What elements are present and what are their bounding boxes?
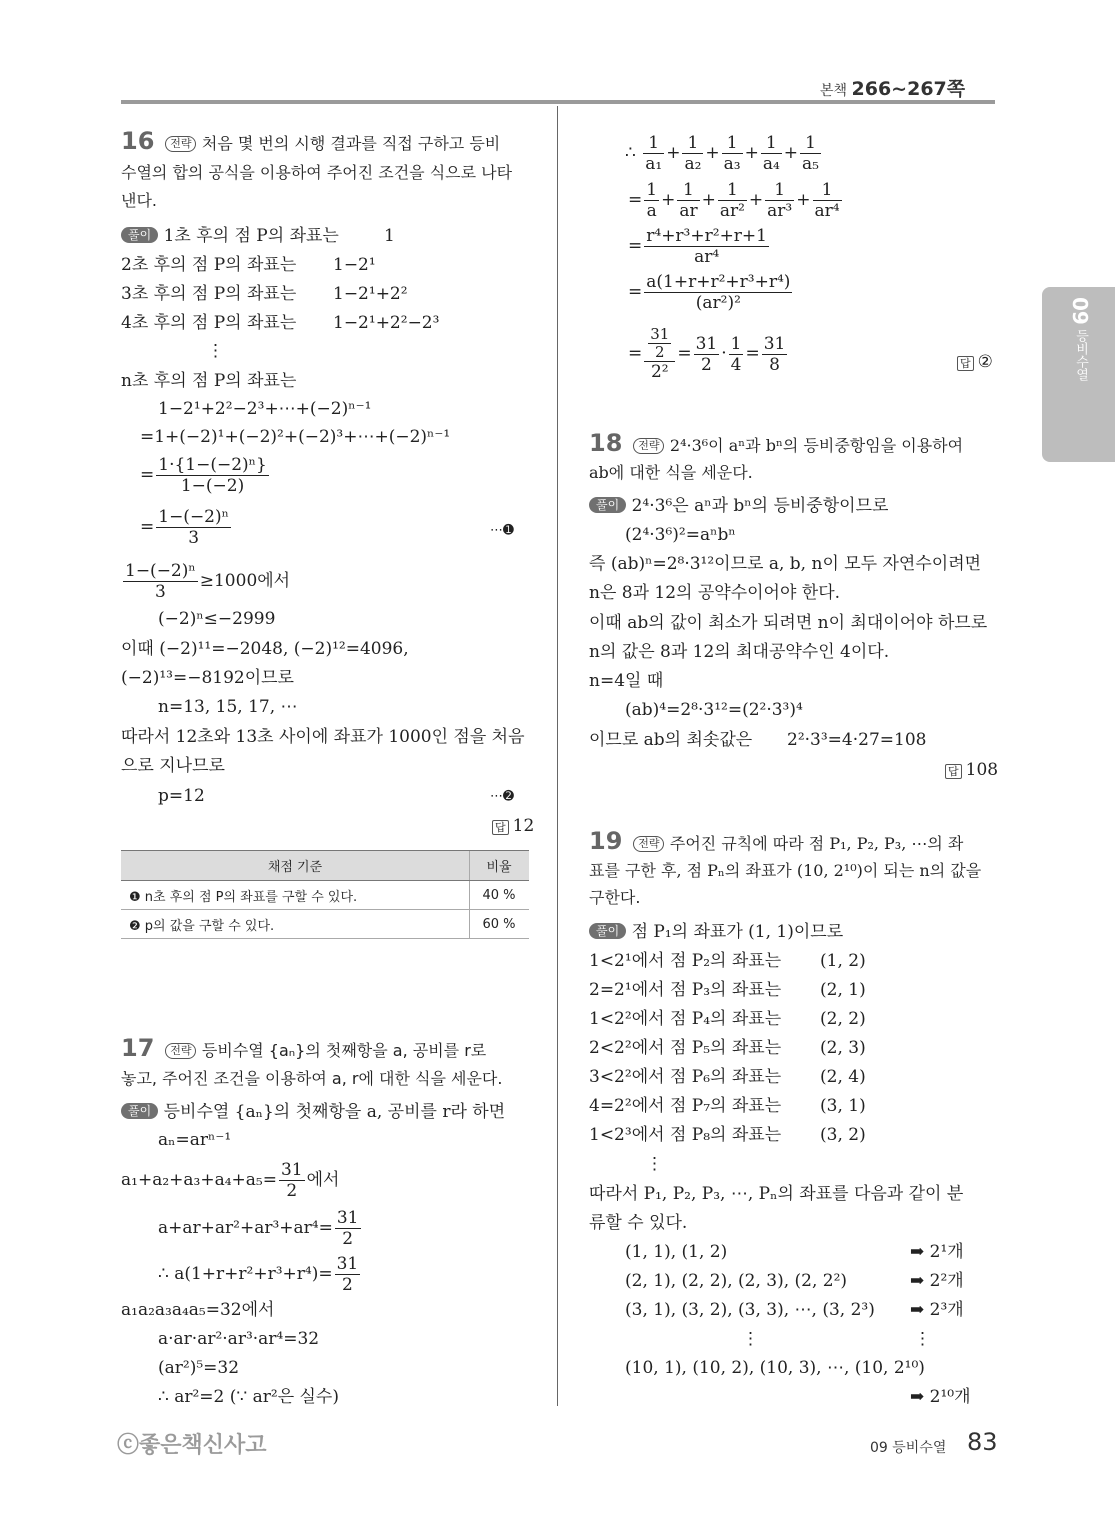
p16-row1 — [121, 225, 339, 247]
p19-strategy-badge: 전략 — [633, 836, 664, 852]
p16-n-line: n초 후의 점 P의 좌표는 — [121, 371, 297, 391]
grading-ratio: 60 % — [470, 910, 530, 939]
p18-line6: n의 값은 8과 12의 최대공약수인 4이다. — [589, 642, 890, 662]
p19-row-label: 1<2²에서 점 P₄의 좌표는 — [589, 1009, 782, 1029]
p19-group-coords: (2, 1), (2, 2), (2, 3), (2, 2²) — [625, 1271, 848, 1291]
p19-row-label: 2<2²에서 점 P₅의 좌표는 — [589, 1038, 782, 1058]
p16-inequality: $\frac{\text{1−(−2)ⁿ}}{3}$ ≥1000에서 — [125, 561, 291, 602]
p19-group-count: ➡ 2³개 — [910, 1300, 964, 1320]
p17c-row1: ∴ $\frac{1}{\text{a₁}}$ + $\frac{1}{\text{a₂}}$ + $\frac{1}{\text{a₃}}$ + $\frac{1}{\text{a₄}}$ + $\frac{1}{\text{a₅}}$ — [625, 133, 819, 174]
fraction: $\frac{1}{\text{a₄}}$ — [762, 133, 780, 174]
p19-row-label: 1<2¹에서 점 P₂의 좌표는 — [589, 951, 782, 971]
table-row — [121, 881, 529, 910]
table-row — [121, 910, 529, 939]
grading-ratio: 40 % — [470, 881, 530, 910]
fraction: $\frac{1}{ar}$ — [679, 180, 698, 221]
p19-strategy-text1: 주어진 규칙에 따라 점 P₁, P₂, P₃, ⋯의 좌 — [669, 834, 964, 853]
answer-badge: 답 — [957, 356, 974, 371]
p17c-row2: = $\frac{1}{a}$ + $\frac{1}{ar}$ + $\frac{1}{\text{ar²}}$ + $\frac{1}{\text{ar³}}$ + $\frac{1}{\text{ar⁴}}$ — [628, 180, 840, 221]
page-number: 83 — [967, 1428, 998, 1456]
chapter-side-tab — [1042, 287, 1115, 462]
p17-strategy-line1 — [121, 1034, 487, 1062]
p19-solution-badge: 풀이 — [589, 923, 626, 939]
p16-line5: 으로 지나므로 — [121, 756, 225, 776]
p16-strategy-badge: 전략 — [165, 136, 196, 152]
p17-line5: ∴ a(1+r+r²+r³+r⁴)= $\frac{31}{2}$ — [158, 1254, 359, 1295]
fraction: $\frac{1}{\text{ar³}}$ — [767, 180, 793, 221]
p17-line4: a+ar+ar²+ar³+ar⁴= $\frac{31}{2}$ — [158, 1208, 359, 1249]
grading-table-header — [121, 851, 529, 881]
fraction: $\frac{31}{2}$ — [336, 1208, 359, 1249]
fraction: $\frac{\text{r⁴+r³+r²+r+1}}{\text{ar⁴}}$ — [646, 226, 767, 267]
p16-mark2: ⋯➋ — [490, 789, 514, 804]
p18-line3: 즉 (ab)ⁿ=2⁸·3¹²이므로 a, b, n이 모두 자연수이려면 — [589, 554, 982, 574]
p18-line5: 이때 ab의 값이 최소가 되려면 n이 최대이어야 하므로 — [589, 613, 988, 633]
p16-row-label: 3초 후의 점 P의 좌표는 — [121, 284, 297, 304]
p16-strategy-text3: 낸다. — [121, 191, 157, 210]
p17c-row3: = $\frac{\text{r⁴+r³+r²+r+1}}{\text{ar⁴}}$ — [628, 226, 767, 267]
column-divider — [557, 106, 558, 1406]
fraction: $\frac{31}{2}$ — [336, 1254, 359, 1295]
p16-vdots: ⋮ — [207, 341, 224, 361]
p18-solution-badge: 풀이 — [589, 497, 626, 513]
p17-line8: (ar²)⁵=32 — [158, 1358, 240, 1378]
answer-badge: 답 — [492, 820, 509, 835]
p19-group-coords: (3, 1), (3, 2), (3, 3), ⋯, (3, 2³) — [625, 1300, 875, 1320]
p18-line9a: 이므로 ab의 최솟값은 — [589, 730, 753, 750]
p17-answer: 답 ② — [957, 351, 993, 373]
p18-strategy-badge: 전략 — [633, 438, 664, 454]
p16-line1: 이때 (−2)¹¹=−2048, (−2)¹²=4096, — [121, 639, 409, 659]
p16-mark1: ⋯➊ — [490, 523, 514, 538]
side-tab-title: 등비수열 — [1073, 328, 1088, 381]
p19-row-value: (2, 1) — [820, 980, 866, 1000]
p16-row-label: 2초 후의 점 P의 좌표는 — [121, 255, 297, 275]
p17-line3: a₁+a₂+a₃+a₄+a₅= $\frac{31}{2}$ 에서 — [121, 1160, 340, 1201]
p18-strategy-line1 — [589, 429, 964, 457]
p17-strategy-text1: 등비수열 {aₙ}의 첫째항을 a, 공비를 r로 — [201, 1041, 487, 1060]
p16-row-value: 1−2¹ — [333, 255, 376, 275]
fraction: $\frac{\frac{31}{2}}{\text{2²}}$ — [644, 326, 675, 382]
p19-group-coords: (1, 1), (1, 2) — [625, 1242, 728, 1262]
footer-chapter: 09 등비수열 — [870, 1440, 947, 1456]
grading-header-ratio: 비율 — [470, 851, 530, 881]
p16-strategy-text1: 처음 몇 번의 시행 결과를 직접 구하고 등비 — [201, 134, 501, 153]
fraction: $\frac{1}{\text{ar⁴}}$ — [814, 180, 840, 221]
p17-number: 17 — [121, 1034, 155, 1062]
p16-expr2: =1+(−2)¹+(−2)²+(−2)³+⋯+(−2)ⁿ⁻¹ — [140, 427, 451, 447]
fraction: $\frac{1}{\text{a₁}}$ — [645, 133, 663, 174]
p16-expr4: = $\frac{\text{1−(−2)ⁿ}}{3}$ — [140, 507, 229, 548]
p18-line1: 풀이 2⁴·3⁶은 aⁿ과 bⁿ의 등비중항이므로 — [589, 495, 888, 517]
p19-row-value: (1, 2) — [820, 951, 866, 971]
p19-line2: 류할 수 있다. — [589, 1213, 688, 1233]
page-header — [820, 74, 965, 101]
p16-inequality2: (−2)ⁿ≤−2999 — [158, 609, 276, 629]
fraction: $\frac{1}{\text{a₂}}$ — [684, 133, 702, 174]
p17c-row4: = $\frac{\text{a(1+r+r²+r³+r⁴)}}{\text{(ar²)²}}$ — [628, 272, 791, 313]
p17-solution-badge: 풀이 — [121, 1103, 158, 1119]
p18-strategy-text1: 2⁴·3⁶이 aⁿ과 bⁿ의 등비중항임을 이용하여 — [669, 436, 964, 455]
p17c-row5: = $\frac{\frac{31}{2}}{\text{2²}}$ = $\frac{31}{2}$ · $\frac{1}{4}$ = $\frac{31}{8}$ — [628, 325, 786, 382]
p16-line3: n=13, 15, 17, ⋯ — [158, 697, 298, 717]
p16-expr1: 1−2¹+2²−2³+⋯+(−2)ⁿ⁻¹ — [158, 399, 372, 419]
p19-strategy-text3: 구한다. — [589, 888, 641, 907]
p17-line7: a·ar·ar²·ar³·ar⁴=32 — [158, 1329, 320, 1349]
p19-row-label: 3<2²에서 점 P₆의 좌표는 — [589, 1067, 782, 1087]
p17-strategy-text2: 놓고, 주어진 조건을 이용하여 a, r에 대한 식을 세운다. — [121, 1069, 503, 1088]
p16-answer: 답 12 — [492, 815, 534, 837]
p17-line9: ∴ ar²=2 (∵ ar²은 실수) — [158, 1387, 339, 1407]
p18-number: 18 — [589, 429, 623, 457]
side-tab-num: 09 — [1068, 297, 1092, 325]
p19-row-value: (3, 1) — [820, 1096, 866, 1116]
side-tab-label — [1068, 297, 1092, 381]
p19-group-vdots: ⋮ — [914, 1329, 931, 1349]
p19-last-count: ➡ 2¹⁰개 — [910, 1387, 971, 1407]
p19-row-value: (2, 3) — [820, 1038, 866, 1058]
fraction: $\frac{31}{8}$ — [763, 333, 786, 375]
p19-row-label: 1<2³에서 점 P₈의 좌표는 — [589, 1125, 782, 1145]
p19-group-vdots: ⋮ — [742, 1329, 759, 1349]
p16-line2: (−2)¹³=−8192이므로 — [121, 668, 294, 688]
p19-line0: 풀이 점 P₁의 좌표가 (1, 1)이므로 — [589, 921, 843, 943]
p18-line8: (ab)⁴=2⁸·3¹²=(2²·3³)⁴ — [625, 700, 803, 720]
p19-group-count: ➡ 2¹개 — [910, 1242, 964, 1262]
p19-row-label: 4=2²에서 점 P₇의 좌표는 — [589, 1096, 782, 1116]
p19-strategy-line1 — [589, 827, 964, 855]
p16-line6: p=12 — [158, 786, 205, 806]
p18-line2: (2⁴·3⁶)²=aⁿbⁿ — [625, 525, 736, 545]
p19-line1: 따라서 P₁, P₂, P₃, ⋯, Pₙ의 좌표를 다음과 같이 분 — [589, 1184, 964, 1204]
p16-strategy-text2: 수열의 합의 공식을 이용하여 주어진 조건을 식으로 나타 — [121, 163, 513, 182]
fraction: $\frac{1}{\text{a₅}}$ — [802, 133, 819, 174]
p19-row-value: (2, 2) — [820, 1009, 866, 1029]
p16-row-value: 1−2¹+2² — [333, 284, 408, 304]
p16-row-label: 4초 후의 점 P의 좌표는 — [121, 313, 297, 333]
p19-last-coords: (10, 1), (10, 2), (10, 3), ⋯, (10, 2¹⁰) — [625, 1358, 925, 1378]
fraction: $\frac{\text{1−(−2)ⁿ}}{3}$ — [158, 507, 229, 548]
p18-answer: 답 108 — [945, 759, 998, 781]
fraction: $\frac{1}{\text{a₃}}$ — [723, 133, 741, 174]
answer-badge: 답 — [945, 764, 962, 779]
p19-vdots: ⋮ — [646, 1154, 663, 1174]
header-pages: 266~267쪽 — [851, 78, 966, 100]
fraction: $\frac{31}{2}$ — [280, 1160, 303, 1201]
p18-strategy-text2: ab에 대한 식을 세운다. — [589, 463, 753, 482]
fraction: $\frac{1}{a}$ — [646, 180, 658, 221]
grading-header-criteria: 채점 기준 — [121, 851, 470, 881]
grading-criteria: ❷ p의 값을 구할 수 있다. — [121, 910, 470, 939]
p19-number: 19 — [589, 827, 623, 855]
header-prefix: 본책 — [820, 83, 848, 99]
p17-strategy-badge: 전략 — [165, 1043, 196, 1059]
fraction: $\frac{31}{2}$ — [695, 333, 718, 375]
p16-number: 16 — [121, 127, 155, 155]
p17-line1: 풀이 등비수열 {aₙ}의 첫째항을 a, 공비를 r라 하면 — [121, 1101, 505, 1123]
p16-row-value: 1 — [384, 226, 395, 246]
p16-row-value: 1−2¹+2²−2³ — [333, 313, 440, 333]
p16-strategy-line1 — [121, 127, 501, 155]
p16-line4: 따라서 12초와 13초 사이에 좌표가 1000인 점을 처음 — [121, 727, 525, 747]
fraction: $\frac{\text{1−(−2)ⁿ}}{3}$ — [125, 561, 196, 602]
fraction: $\frac{1}{\text{ar²}}$ — [719, 180, 745, 221]
header-rule — [121, 100, 995, 104]
publisher-logo: ⓒ좋은책신사고 — [117, 1433, 267, 1458]
p16-expr3: = $\frac{\text{1·\{1−(−2)ⁿ\}}}{1-(-2)}$ — [140, 455, 267, 496]
p19-row-value: (3, 2) — [820, 1125, 866, 1145]
p18-line9b: 2²·3³=4·27=108 — [787, 730, 927, 750]
fraction: $\frac{\text{1·\{1−(−2)ⁿ\}}}{1-(-2)}$ — [158, 455, 267, 496]
p16-row-label: 1초 후의 점 P의 좌표는 — [163, 226, 339, 246]
p19-group-count: ➡ 2²개 — [910, 1271, 964, 1291]
p18-line7: n=4일 때 — [589, 671, 664, 691]
p19-row-value: (2, 4) — [820, 1067, 866, 1087]
fraction: $\frac{1}{4}$ — [730, 333, 742, 375]
grading-criteria: ❶ n초 후의 점 P의 좌표를 구할 수 있다. — [121, 881, 470, 910]
p19-row-label: 2=2¹에서 점 P₃의 좌표는 — [589, 980, 782, 1000]
p18-line4: n은 8과 12의 공약수이어야 한다. — [589, 583, 841, 603]
p19-strategy-text2: 표를 구한 후, 점 Pₙ의 좌표가 (10, 2¹⁰)이 되는 n의 값을 — [589, 861, 982, 880]
fraction: $\frac{\text{a(1+r+r²+r³+r⁴)}}{\text{(ar²)²}}$ — [646, 272, 791, 313]
p17-line6: a₁a₂a₃a₄a₅=32에서 — [121, 1300, 275, 1320]
p16-solution-badge: 풀이 — [121, 227, 158, 243]
grading-table — [121, 850, 529, 939]
p17-line2: aₙ=arⁿ⁻¹ — [158, 1130, 232, 1150]
